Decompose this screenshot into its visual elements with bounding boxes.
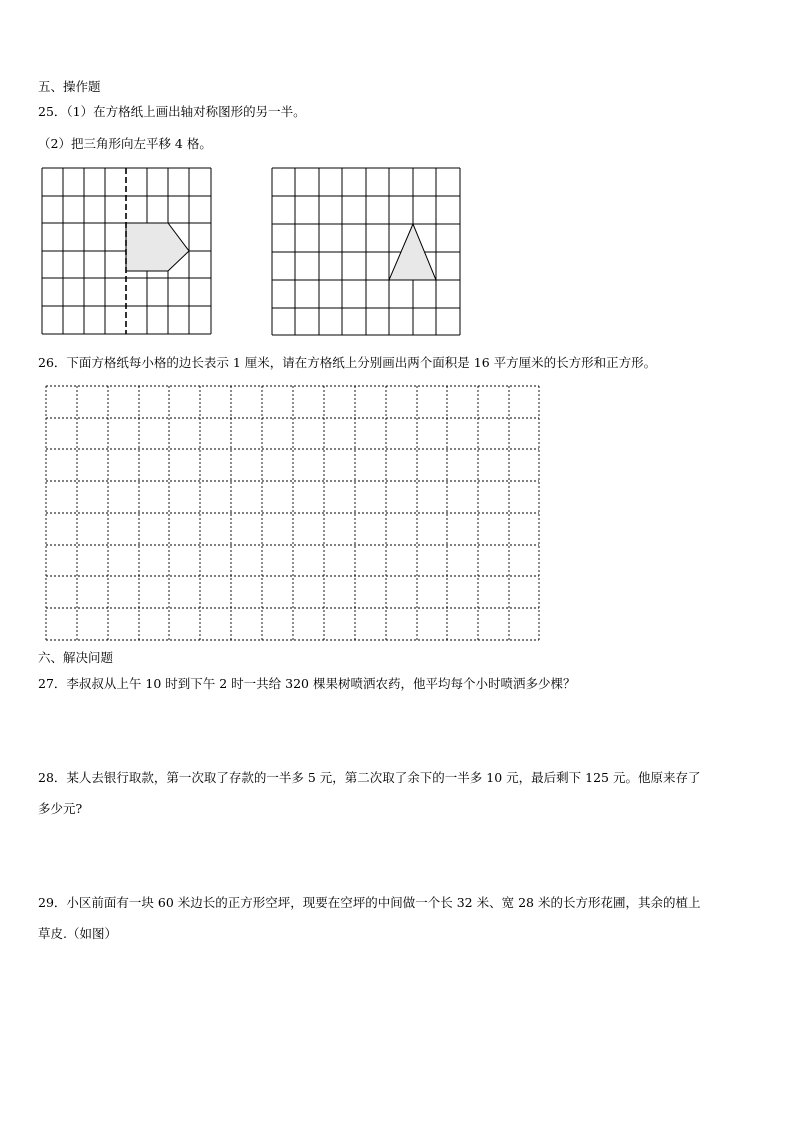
section-6-heading: 六、解决问题: [38, 650, 114, 665]
translation-grid-lines: [272, 168, 460, 335]
question-29-line-1: 29．小区前面有一块 60 米边长的正方形空坪，现要在空坪的中间做一个长 32 米、宽 28 米的长方形花圃，其余的植上: [38, 895, 701, 910]
question-25-part-2: （2）把三角形向左平移 4 格。: [38, 136, 212, 151]
question-28-line-2: 多少元?: [38, 801, 83, 816]
half-figure-shape: [126, 223, 189, 271]
question-26: 26．下面方格纸每小格的边长表示 1 厘米，请在方格纸上分别画出两个面积是 16 平方厘米的长方形和正方形。: [38, 355, 657, 370]
area-grid[interactable]: [45, 385, 541, 642]
area-grid-lines: [46, 386, 539, 640]
translation-grid[interactable]: [271, 167, 462, 337]
question-27: 27．李叔叔从上午 10 时到下午 2 时一共给 320 棵果树喷洒农药，他平均每个小时喷洒多少棵？: [38, 676, 576, 691]
question-29-line-2: 草皮.（如图）: [38, 926, 117, 941]
question-25-part-1: 25．（1）在方格纸上画出轴对称图形的另一半。: [38, 104, 306, 119]
section-5-heading: 五、操作题: [38, 79, 101, 94]
question-28-line-1: 28．某人去银行取款，第一次取了存款的一半多 5 元，第二次取了余下的一半多 10 元，最后剩下 125 元。他原来存了: [38, 770, 701, 785]
symmetry-grid[interactable]: [41, 167, 213, 335]
